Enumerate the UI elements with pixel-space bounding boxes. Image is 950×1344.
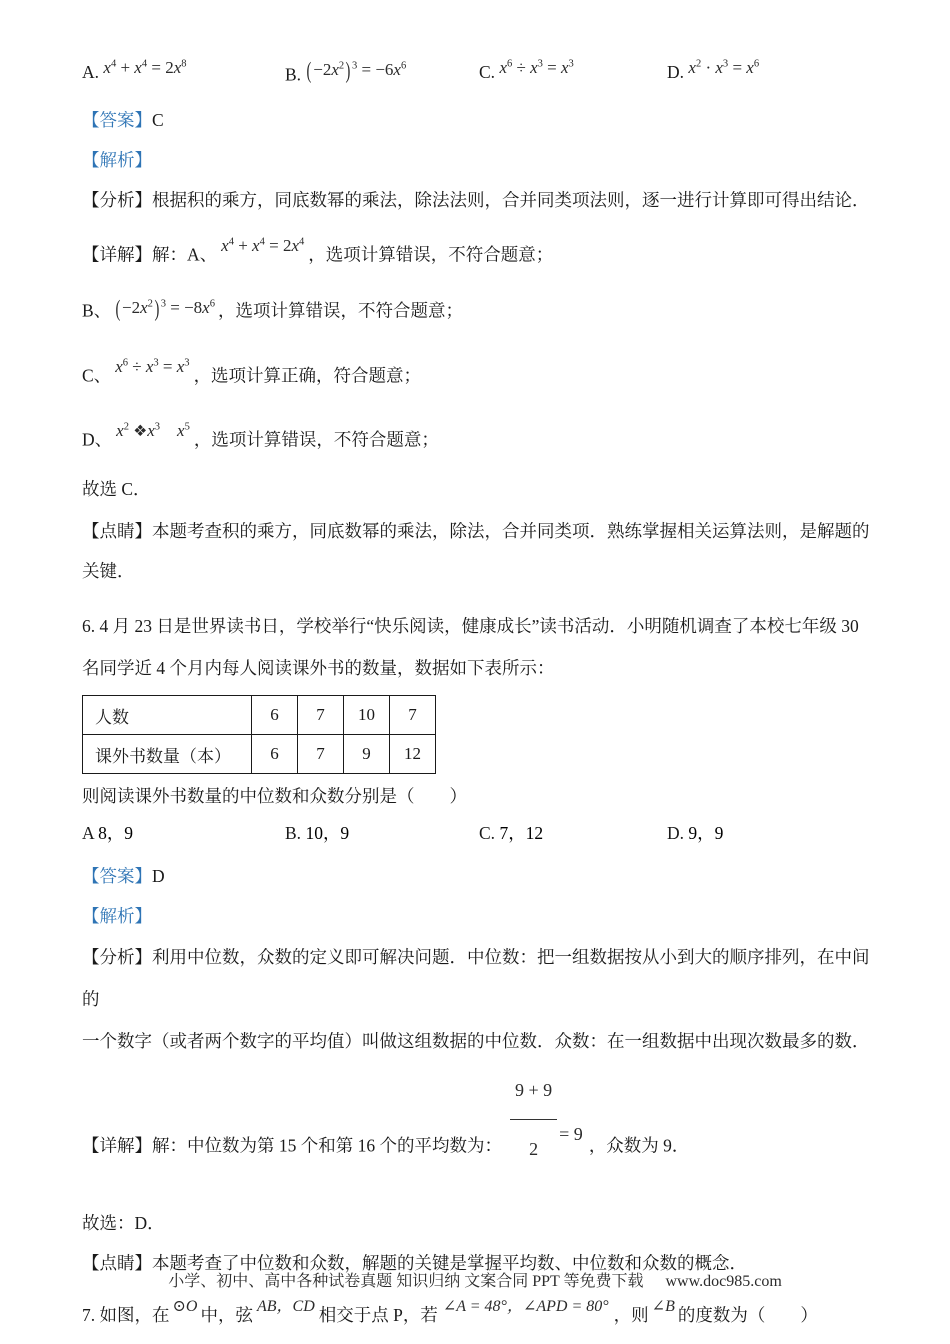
fraction-numerator: 9 + 9 [510,1062,557,1120]
q6-stem-line-1 [82,605,872,647]
q7-angle-b: ∠B [651,1298,675,1316]
q5-answer-line [82,100,872,140]
q6-choice-b-label: B. [285,823,302,844]
q5-choice-d-label: D. [667,62,685,83]
q6-xiangjie-tail: ，众数为 9． [588,1135,690,1156]
q6-choices-row [82,816,872,856]
q5-choice-d[interactable] [667,58,759,83]
q7-chords: AB，CD [256,1298,315,1316]
page-footer [0,1268,950,1291]
table-cell: 9 [344,735,390,774]
q7-circle-o: ⊙O [172,1298,198,1316]
q6-choice-c-label: C. [479,823,496,844]
fraction-denominator: 2 [529,1139,539,1160]
q5-step-b-expression: $(-2x^2)^3 = -8x^6$ [115,296,215,323]
q5-choice-c-expression: $x^6 \div x^3 = x^3$ [499,58,574,77]
q5-answer-value: C [152,110,164,130]
q5-choice-a-expression: $x^4 + x^4 = 2x^8$ [103,58,187,77]
q5-step-b-lead: B、 [82,300,112,321]
footer-url[interactable]: www.doc985.com [665,1273,782,1290]
q6-fenxi-line-1 [82,936,872,1020]
q6-dianjing-tag: 【点睛】 [82,1253,152,1274]
q6-fenxi-line-2 [82,1020,872,1062]
q5-choice-a-label: A. [82,62,100,83]
fraction [510,1062,557,1177]
q6-answer-line [82,856,872,896]
q5-dianjing-text: 本题考查积的乘方，同底数幂的乘法，除法，合并同类项．熟练掌握相关运算法则，是解题的关键． [82,521,870,582]
q5-dianjing-tag: 【点睛】 [82,521,152,542]
q6-choice-c[interactable] [479,820,543,845]
q6-dianjing-text: 本题考查了中位数和众数，解题的关键是掌握平均数、中位数和众数的概念． [152,1253,747,1274]
q7-stem-seg-3: 相交于点 P，若 [318,1305,438,1326]
q5-xiangjie-lead: 解：A、 [152,244,218,265]
q5-step-d-lead: D、 [82,429,113,450]
q7-stem-seg-5: 的度数为（ ） [677,1305,818,1326]
q7-given-conditions: ∠A = 48°，∠APD = 80° [442,1298,609,1316]
q6-conclusion: 故选：D． [82,1213,165,1234]
q5-dianjing-line [82,511,872,591]
table-cell: 7 [298,735,344,774]
table-cell: 6 [252,735,298,774]
q5-choice-c[interactable] [479,58,574,83]
q5-choice-d-expression: $x^2 \cdot x^3 = x^6$ [688,58,760,77]
q6-question-line [82,776,872,816]
q6-xiangjie-lead: 解：中位数为第 15 个和第 16 个的平均数为： [152,1135,502,1156]
q5-answer-tag: 【答案】 [82,110,152,130]
q6-fenxi-text-2: 一个数字（或者两个数字的平均值）叫做这组数据的中位数．众数：在一组数据中出现次数最多的数． [82,1031,870,1052]
q6-choice-a[interactable] [82,820,133,845]
q6-answer-tag: 【答案】 [82,866,152,887]
q5-fenxi-text: 根据积的乘方，同底数幂的乘法，除法法则，合并同类项法则，逐一进行计算即可得出结论． [152,190,870,210]
table-row [83,696,436,735]
q5-step-c-expression: $x^6 \div x^3 = x^3$ [115,356,190,376]
q6-stem-text-2: 名同学近 4 个月内每人阅读课外书的数量，数据如下表所示： [82,658,555,679]
q5-choices-row [82,58,872,100]
q5-step-d-line [82,403,872,467]
q5-choice-b-label: B. [285,64,302,85]
q6-choice-a-label: A [82,823,94,844]
q5-step-a-text: ，选项计算错误，不符合题意； [308,244,554,265]
table-row-header: 人数 [83,696,252,735]
table-cell: 6 [252,696,298,735]
q6-choice-d[interactable] [667,820,723,845]
q5-analysis-tag: 【解析】 [82,150,152,170]
q6-choice-d-label: D. [667,823,685,844]
table-cell: 7 [390,696,436,735]
q5-conclusion: 故选 C． [82,479,151,500]
q6-xiangjie-line [82,1062,872,1177]
table-row-header: 课外书数量（本） [83,735,252,774]
q6-question-text: 则阅读课外书数量的中位数和众数分别是（ ） [82,786,467,807]
reading-data-table [82,695,436,774]
table-cell: 7 [298,696,344,735]
q5-conclusion-line [82,467,872,511]
q5-choice-a[interactable] [82,58,187,83]
q5-step-a-expression: $x^4 + x^4 = 2x^4$ [221,236,305,255]
q6-fenxi-text-1: 利用中位数，众数的定义即可解决问题．中位数：把一组数据按从小到大的顺序排列，在中间的 [82,947,870,1010]
footer-promo-text: 小学、初中、高中各种试卷真题 知识归纳 文案合同 PPT 等免费下载 [168,1273,644,1290]
q5-xiangjie-tag: 【详解】 [82,244,152,265]
q5-choice-c-label: C. [479,62,496,83]
q6-choice-d-text: 9，9 [688,823,724,844]
q5-step-c-text: ，选项计算正确，符合题意； [193,365,422,386]
q5-step-d-text: ，选项计算错误，不符合题意； [193,429,439,450]
q5-step-c-line [82,339,872,403]
q6-stem-text-1: 6. 4 月 23 日是世界读书日，学校举行“快乐阅读，健康成长”读书活动．小明随机调查了本校七年级 30 [82,616,859,637]
replacement-glyph-icon: ❖ [133,421,148,441]
q6-fenxi-tag: 【分析】 [82,947,152,968]
q6-stem-line-2 [82,647,872,689]
q6-analysis-tag: 【解析】 [82,906,152,927]
q5-choice-b-expression: $(-2x^2)^3 = -6x^6$ [306,58,407,84]
table-cell: 12 [390,735,436,774]
q6-conclusion-line [82,1203,872,1243]
q5-fenxi-line [82,180,872,220]
q7-stem-seg-2: 中，弦 [200,1305,253,1326]
q5-fenxi-tag: 【分析】 [82,190,152,210]
fraction-equals: = 9 [559,1124,583,1145]
q6-median-formula [508,1080,583,1160]
q6-answer-value: D [152,866,165,887]
q6-xiangjie-tag: 【详解】 [82,1135,152,1156]
q7-stem-seg-1: 7. 如图，在 [82,1305,170,1326]
page-content [82,58,872,1339]
q5-step-b-text: ，选项计算错误，不符合题意； [217,300,463,321]
table-row [83,735,436,774]
q5-step-b-line [82,280,872,338]
q6-choice-c-text: 7，12 [499,823,544,844]
q5-analysis-tag-line [82,140,872,180]
q6-choice-b-text: 10，9 [305,823,350,844]
q5-step-a-line [82,220,872,280]
q6-choice-a-text: 8，9 [98,823,134,844]
q5-choice-b[interactable] [285,58,406,85]
q6-choice-b[interactable] [285,820,349,845]
q5-step-d-expression: $x^2$ $❖x^3$ $x^5$ [116,421,190,441]
q6-analysis-tag-line [82,896,872,936]
q7-stem-line [82,1283,872,1339]
table-cell: 10 [344,696,390,735]
q6-table-wrapper [82,695,872,774]
q7-stem-seg-4: ，则 [613,1305,649,1326]
q5-step-c-lead: C、 [82,365,112,386]
